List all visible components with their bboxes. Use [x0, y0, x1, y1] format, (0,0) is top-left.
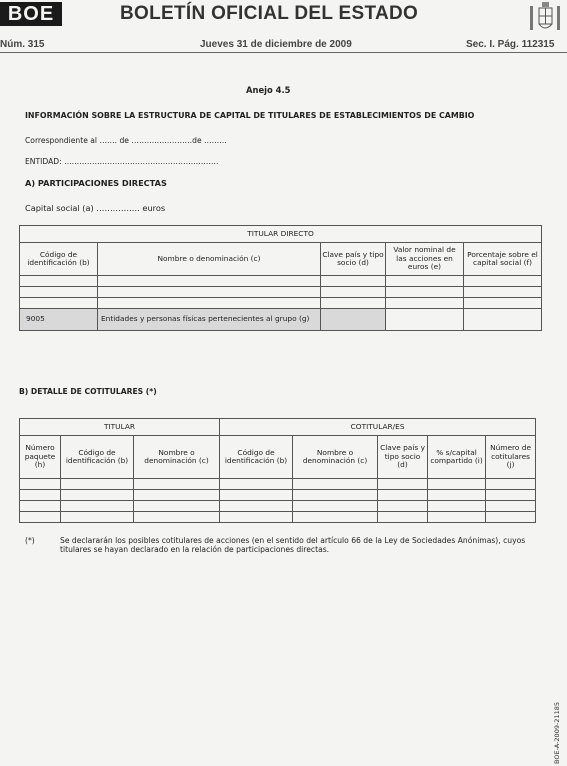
- col-codigo-cotitular: Código de identificación (b): [220, 436, 293, 479]
- cotitulares-header: COTITULAR/ES: [220, 419, 536, 436]
- titular-header: TITULAR: [20, 419, 220, 436]
- table-row: [20, 287, 542, 298]
- table-row: [20, 276, 542, 287]
- titular-directo-header: TITULAR DIRECTO: [20, 226, 542, 243]
- group-code: 9005: [20, 309, 98, 331]
- entity-line: ENTIDAD: …………………………………………………….: [25, 157, 219, 166]
- bulletin-title: BOLETÍN OFICIAL DEL ESTADO: [120, 3, 419, 24]
- col-codigo: Código de identificación (b): [20, 243, 98, 276]
- capital-line: Capital social (a) ……………. euros: [25, 203, 166, 213]
- footnote-mark: (*): [25, 536, 35, 545]
- corresponding-line: Correspondiente al ……. de ……………………de ………: [25, 136, 227, 145]
- col-capital-compartido: % s/capital compartido (i): [428, 436, 486, 479]
- group-name: Entidades y personas físicas pertenecientes al grupo (g): [98, 309, 321, 331]
- col-codigo-titular: Código de identificación (b): [61, 436, 134, 479]
- boe-reference-stamp: [552, 698, 566, 764]
- col-nombre: Nombre o denominación (c): [98, 243, 321, 276]
- document-heading: INFORMACIÓN SOBRE LA ESTRUCTURA DE CAPITAL DE TITULARES DE ESTABLECIMIENTOS DE CAMBIO: [25, 111, 475, 120]
- col-valor: Valor nominal de las acciones en euros (e): [386, 243, 464, 276]
- section-a-heading: A) PARTICIPACIONES DIRECTAS: [25, 178, 167, 188]
- col-porcentaje: Porcentaje sobre el capital social (f): [464, 243, 542, 276]
- boe-reference: BOE-A-2009-21185: [553, 702, 561, 764]
- header-divider: [0, 52, 567, 53]
- footnote-text: Se declararán los posibles cotitulares de acciones (en el sentido del artículo 66 de la Ley de Sociedades Anónimas), cuyos titulares se hayan declarado en la relación de participaciones directas.: [60, 536, 526, 554]
- table-row: [20, 490, 536, 501]
- col-nombre-titular: Nombre o denominación (c): [134, 436, 220, 479]
- section-b-heading: B) DETALLE DE COTITULARES (*): [19, 387, 157, 396]
- col-clave: Clave país y tipo socio (d): [321, 243, 386, 276]
- coat-of-arms-icon: [525, 0, 565, 34]
- col-nombre-cotitular: Nombre o denominación (c): [293, 436, 378, 479]
- col-numero-cotitulares: Número de cotitulares (j): [486, 436, 536, 479]
- boe-logo: BOE: [0, 2, 62, 26]
- col-paquete: Número paquete (h): [20, 436, 61, 479]
- issue-number: Núm. 315: [0, 39, 45, 50]
- table-row: [20, 512, 536, 523]
- table-row: [20, 298, 542, 309]
- annex-title: Anejo 4.5: [246, 85, 291, 95]
- section-page: Sec. I. Pág. 112315: [466, 39, 555, 50]
- table-row: [20, 501, 536, 512]
- table-row: [20, 479, 536, 490]
- group-row: [20, 309, 542, 331]
- col-clave-cotitular: Clave país y tipo socio (d): [378, 436, 428, 479]
- direct-holdings-table: [19, 225, 542, 331]
- co-holders-table: [19, 418, 536, 523]
- issue-date: Jueves 31 de diciembre de 2009: [200, 39, 352, 50]
